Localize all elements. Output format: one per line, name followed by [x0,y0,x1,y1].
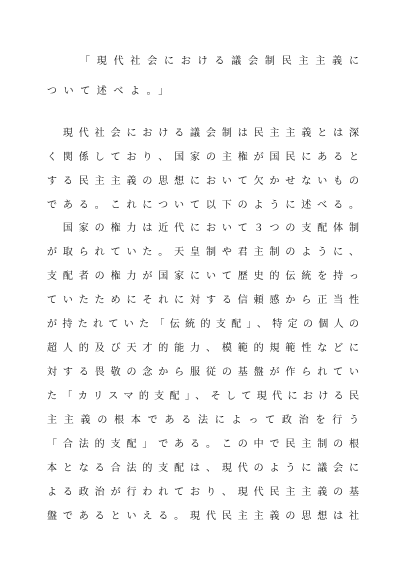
body-line: 超人的及び天才的能力、模範的規範性などに [47,343,359,354]
title-line: 「現代社会における議会制民主主義に [80,56,359,67]
body-line: 主主義の根本である法によって政治を行う [47,415,359,426]
body-line: 支配者の権力が国家にいて歴史的伝統を持っ [47,271,359,282]
body-line: 国家の権力は近代において３つの支配体制 [47,223,359,234]
body-line: する民主主義の思想において欠かせないもの [47,176,359,187]
body-line: ていたためにそれに対する信頼感から正当性 [47,295,359,306]
body-line: が持たれていた「伝統的支配」、特定の個人の [47,319,359,330]
body-line: 本となる合法的支配は、現代のように議会に [47,463,359,474]
body-line: である。これについて以下のように述べる。 [47,200,359,211]
body-line: た「カリスマ的支配」、そして現代における民 [47,391,359,402]
body-line: が取られていた。天皇制や君主制のように、 [47,247,359,258]
title-line: ついて述べよ。」 [47,86,175,97]
body-line: く関係しており、国家の主権が国民にあると [47,152,359,163]
body-line: 対する畏敬の念から服従の基盤が作られてい [47,367,359,378]
body-line: 現代社会における議会制は民主主義とは深 [47,128,359,139]
body-line: 「合法的支配」である。この中で民主制の根 [47,439,359,450]
body-line: 盤であるといえる。現代民主主義の思想は社 [47,511,359,522]
body-line: よる政治が行われており、現代民主主義の基 [47,487,359,498]
